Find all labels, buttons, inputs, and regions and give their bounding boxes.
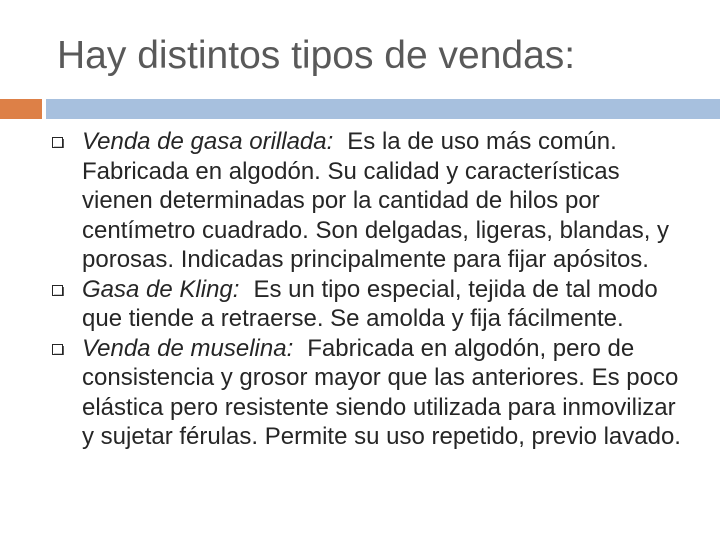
bullet-list (0, 127, 720, 452)
hollow-square-bullet-icon (52, 285, 65, 296)
hollow-square-bullet-icon (52, 344, 65, 355)
bullet-text: Fabricada en algodón, pero de consistencia y grosor mayor que las anteriores. Es poco elástica pero resistente siendo utilizada para inmovilizar y sujetar férulas. Permite su uso repetido, previo lavado. (82, 334, 681, 450)
title-accent-bar (0, 99, 42, 119)
bullet-term: Venda de muselina: (82, 334, 294, 362)
bullet-text: Es la de uso más común. Fabricada en algodón. Su calidad y características vienen determinadas por la cantidad de hilos por centímetro cuadrado. Son delgadas, ligeras, blandas, y porosas. Indicadas principalmente para fijar apósitos. (82, 128, 670, 273)
bullet-term: Venda de gasa orillada: (82, 128, 334, 155)
title-rule-bar (46, 99, 720, 119)
bullet-term: Gasa de Kling: (82, 275, 240, 303)
bullet-item-muselina (0, 334, 692, 452)
bullet-item-gasa-orillada (0, 127, 692, 275)
bullet-item-gasa-kling (0, 275, 692, 334)
slide-title: Hay distintos tipos de vendas: (57, 34, 576, 77)
bullet-text: Es un tipo especial, tejida de tal modo que tiende a retraerse. Se amolda y fija fácilmente. (82, 275, 658, 332)
hollow-square-bullet-icon (52, 137, 65, 148)
